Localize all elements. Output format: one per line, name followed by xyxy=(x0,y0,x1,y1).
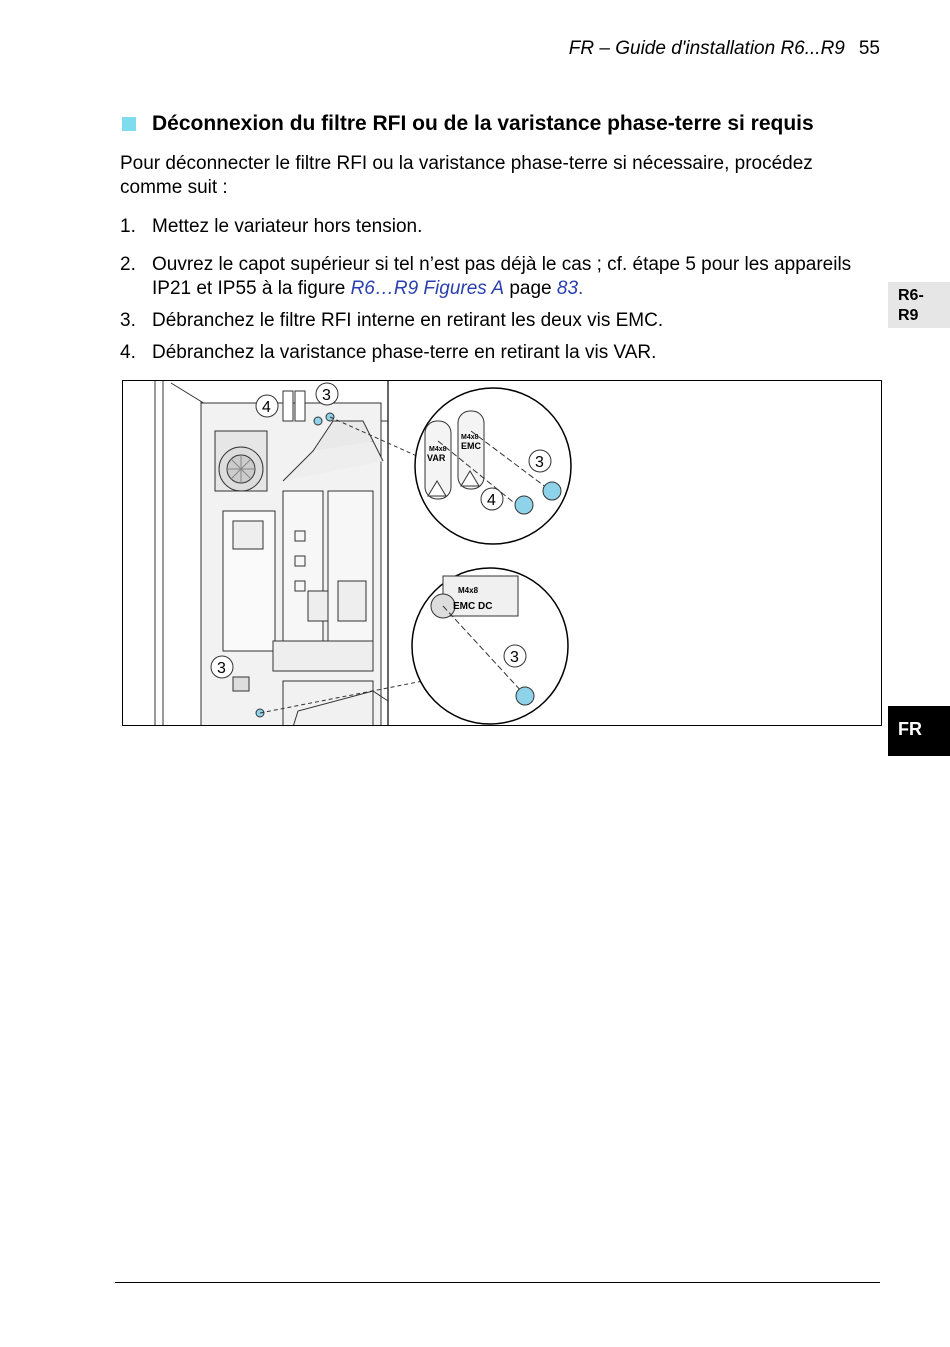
callout-3-main-top: 3 xyxy=(322,387,331,404)
step-number: 2. xyxy=(120,254,136,275)
var-screw-icon xyxy=(515,496,533,514)
step-text: Mettez le variateur hors tension. xyxy=(152,216,423,237)
footer-divider xyxy=(115,1282,880,1283)
step-number: 1. xyxy=(120,216,136,237)
emc-screw-icon xyxy=(543,482,561,500)
intro-paragraph: Pour déconnecter le filtre RFI ou la varistance phase-terre si nécessaire, procédez comme suit : xyxy=(120,153,813,198)
zoom-detail-emc-dc xyxy=(412,568,568,724)
callout-3-zoom2: 3 xyxy=(510,649,519,666)
step-text: Débranchez le filtre RFI interne en retirant les deux vis EMC. xyxy=(152,310,664,331)
range-tab[interactable] xyxy=(888,282,950,328)
section-heading xyxy=(122,112,882,136)
step-text-part: page xyxy=(504,278,557,299)
m4x8-label-b: M4x8 xyxy=(461,434,479,441)
step-text-part: Ouvrez le capot supérieur si tel n’est pas déjà le cas ; cf. étape 5 pour les appareils IP21 et IP55 à la figure xyxy=(152,254,852,299)
callout-4-zoom1: 4 xyxy=(487,492,496,509)
m4x8-label-c: M4x8 xyxy=(458,586,479,595)
m4x8-label-a: M4x8 xyxy=(429,446,447,453)
page-header xyxy=(569,38,880,60)
callout-3-zoom1: 3 xyxy=(535,454,544,471)
drive-illustration xyxy=(123,381,882,726)
square-bullet-icon xyxy=(122,117,136,131)
var-label: VAR xyxy=(427,453,446,463)
step-number: 4. xyxy=(120,342,136,363)
figure-link[interactable]: R6…R9 Figures A xyxy=(350,278,505,299)
zoom-detail-emc-var xyxy=(415,388,571,544)
step-item-1 xyxy=(120,215,860,239)
emc-dc-screw-icon xyxy=(516,687,534,705)
callout-3-main-bottom: 3 xyxy=(217,660,226,677)
step-item-2 xyxy=(120,253,860,301)
step-list xyxy=(120,215,860,379)
range-tab-label-2: R9 xyxy=(898,307,919,324)
language-tab[interactable]: FR xyxy=(888,706,950,756)
page-link[interactable]: 83 xyxy=(556,278,579,299)
page-number: 55 xyxy=(858,38,880,59)
step-text xyxy=(152,253,860,301)
emc-dc-label: EMC DC xyxy=(453,601,493,612)
header-title: FR – Guide d'installation R6...R9 xyxy=(568,38,845,59)
emc-label: EMC xyxy=(461,441,481,451)
step-item-3 xyxy=(120,309,860,333)
range-tab-label-1: R6- xyxy=(898,287,924,304)
installation-figure xyxy=(122,380,882,726)
step-number: 3. xyxy=(120,310,136,331)
step-text: Débranchez la varistance phase-terre en retirant la vis VAR. xyxy=(152,342,657,363)
callout-4-main: 4 xyxy=(262,399,271,416)
step-item-4 xyxy=(120,341,860,365)
step-text-part: . xyxy=(578,278,584,299)
section-title: Déconnexion du filtre RFI ou de la varistance phase-terre si requis xyxy=(152,112,814,135)
